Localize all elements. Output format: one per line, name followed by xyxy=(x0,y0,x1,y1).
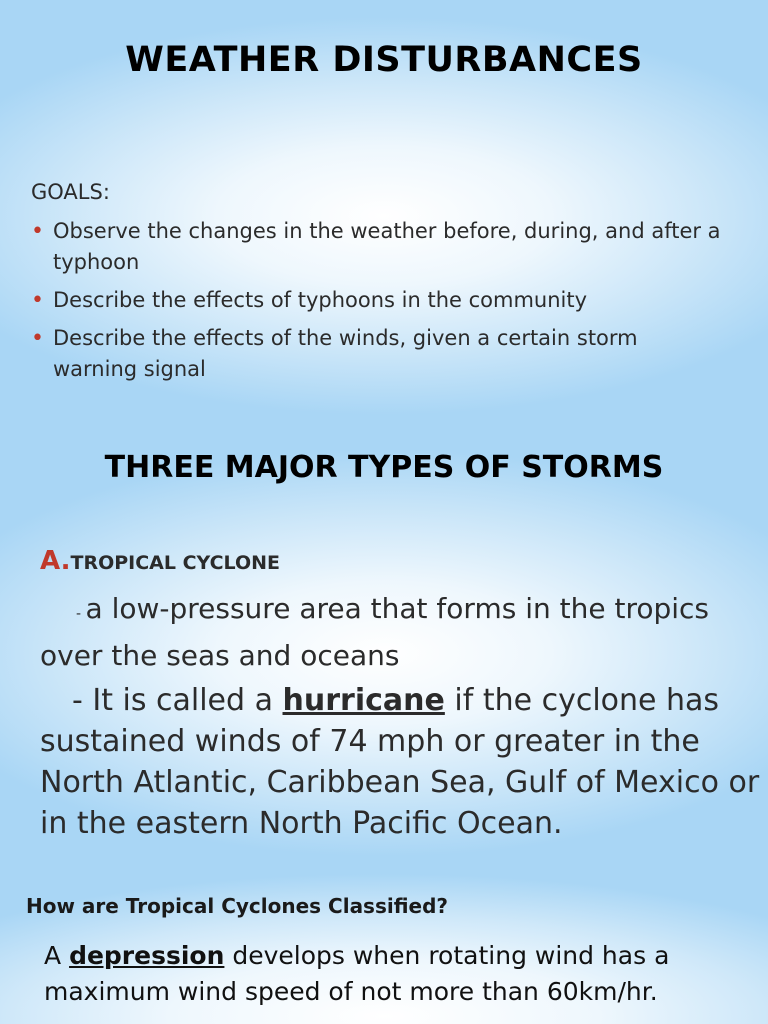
dash-lead: - xyxy=(76,606,86,622)
goal-item xyxy=(31,216,721,278)
lead-text: A xyxy=(44,941,70,970)
goal-text: Observe the changes in the weather before, during, and after a typhoon xyxy=(53,219,721,274)
goals-label: GOALS: xyxy=(31,180,110,204)
hurricane-paragraph xyxy=(40,680,760,844)
question-heading: How are Tropical Cyclones Classified? xyxy=(26,894,449,918)
definition-paragraph xyxy=(40,588,760,677)
bullet-icon: • xyxy=(31,288,44,313)
hurricane-text: if the cyclone has sustained winds of 74 mph or greater in the North Atlantic, Caribbean Sea, Gulf of Mexico or in the eastern North Pacific Ocean. xyxy=(40,683,760,841)
goal-item xyxy=(31,285,721,316)
bullet-icon: • xyxy=(31,219,44,244)
depression-text: develops when rotating wind has a maximum wind speed of not more than 60km/hr. xyxy=(44,941,670,1006)
term-hurricane: hurricane xyxy=(282,683,445,718)
definition-text: a low-pressure area that forms in the tropics over the seas and oceans xyxy=(40,592,710,672)
slide-title: WEATHER DISTURBANCES xyxy=(125,40,643,80)
section-title: TROPICAL CYCLONE xyxy=(70,552,281,574)
depression-paragraph xyxy=(44,938,744,1010)
section-heading xyxy=(40,546,280,576)
goals-list xyxy=(31,216,721,392)
slide-storm-types xyxy=(0,432,768,874)
slide-title: THREE MAJOR TYPES OF STORMS xyxy=(104,450,664,485)
term-depression: depression xyxy=(69,941,225,970)
bullet-icon: • xyxy=(31,326,44,351)
slide-classification xyxy=(0,874,768,1024)
goal-item xyxy=(31,323,721,385)
dash-lead: - It is called a xyxy=(72,683,283,718)
section-letter: A. xyxy=(40,546,71,576)
goal-text: Describe the effects of the winds, given a certain storm warning signal xyxy=(53,326,638,381)
goal-text: Describe the effects of typhoons in the community xyxy=(53,288,588,312)
slide-weather-disturbances xyxy=(0,0,768,432)
